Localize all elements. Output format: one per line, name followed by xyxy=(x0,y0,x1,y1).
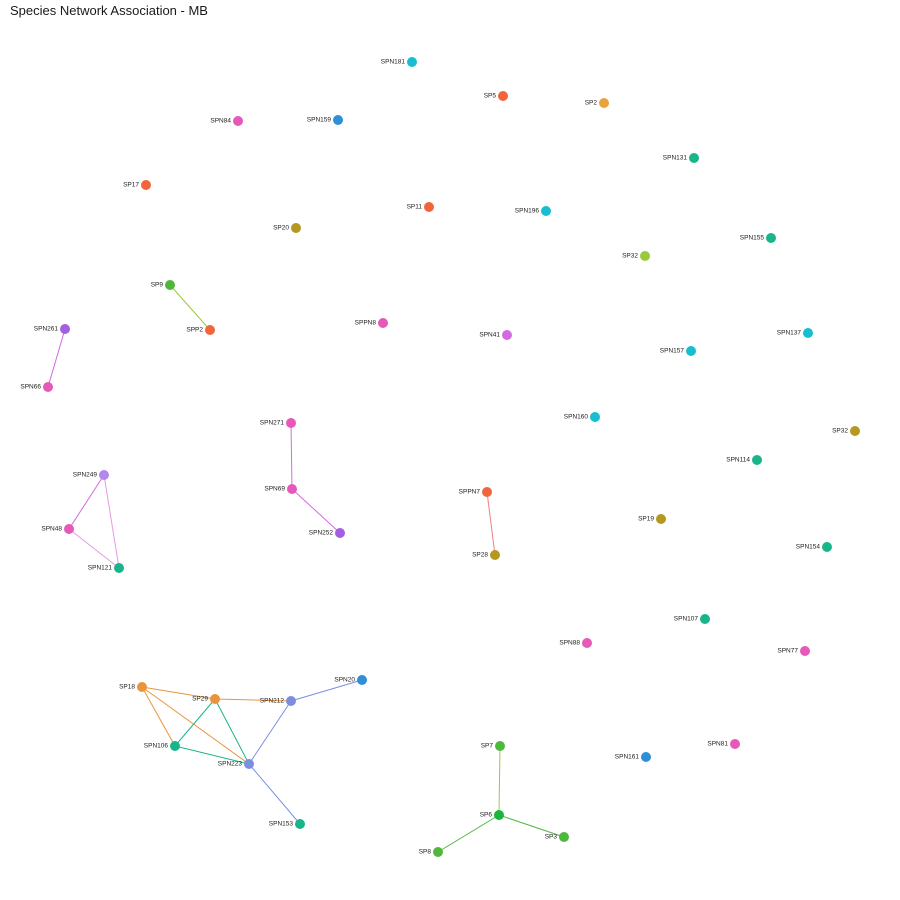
node-label: SPN131 xyxy=(662,154,687,162)
graph-node[interactable] xyxy=(151,280,175,290)
node-label: SPN159 xyxy=(306,116,331,124)
node-label: SP20 xyxy=(273,224,289,232)
node-marker[interactable] xyxy=(730,739,740,749)
graph-node[interactable] xyxy=(20,382,53,392)
node-label: SP7 xyxy=(480,742,493,750)
graph-node[interactable] xyxy=(309,528,345,538)
node-label: SP11 xyxy=(406,203,422,211)
node-marker[interactable] xyxy=(482,487,492,497)
graph-edge xyxy=(249,764,300,824)
graph-edge xyxy=(499,746,500,815)
graph-node[interactable] xyxy=(663,153,699,163)
graph-node[interactable] xyxy=(480,810,504,820)
node-label: SPN106 xyxy=(143,742,168,750)
graph-node[interactable] xyxy=(34,324,70,334)
graph-node[interactable] xyxy=(832,426,860,436)
node-marker[interactable] xyxy=(378,318,388,328)
node-marker[interactable] xyxy=(559,832,569,842)
node-marker[interactable] xyxy=(287,484,297,494)
graph-node[interactable] xyxy=(479,330,512,340)
node-marker[interactable] xyxy=(640,251,650,261)
node-label: SP17 xyxy=(123,181,139,189)
graph-node[interactable] xyxy=(545,832,569,842)
node-label: SPN223 xyxy=(217,760,242,768)
node-label: SPN212 xyxy=(259,697,284,705)
node-marker[interactable] xyxy=(141,180,151,190)
node-label: SPN249 xyxy=(72,471,97,479)
graph-node[interactable] xyxy=(264,484,297,494)
node-label: SPN107 xyxy=(673,615,698,623)
graph-edge xyxy=(48,329,65,387)
graph-node[interactable] xyxy=(796,542,832,552)
graph-node[interactable] xyxy=(73,470,109,480)
node-marker[interactable] xyxy=(205,325,215,335)
node-marker[interactable] xyxy=(210,694,220,704)
graph-edge xyxy=(487,492,495,555)
node-label: SPN48 xyxy=(41,525,62,533)
node-label: SP29 xyxy=(192,695,208,703)
node-label: SPN81 xyxy=(707,740,728,748)
node-marker[interactable] xyxy=(407,57,417,67)
graph-node[interactable] xyxy=(484,91,508,101)
graph-node[interactable] xyxy=(638,514,666,524)
node-label: SP6 xyxy=(479,811,492,819)
node-label: SPN41 xyxy=(479,331,500,339)
node-marker[interactable] xyxy=(335,528,345,538)
node-marker[interactable] xyxy=(333,115,343,125)
node-marker[interactable] xyxy=(295,819,305,829)
graph-node[interactable] xyxy=(260,696,296,706)
node-marker[interactable] xyxy=(64,524,74,534)
graph-edge xyxy=(142,687,175,746)
graph-node[interactable] xyxy=(559,638,592,648)
graph-node[interactable] xyxy=(515,206,551,216)
graph-node[interactable] xyxy=(777,646,810,656)
node-marker[interactable] xyxy=(114,563,124,573)
node-label: SPN84 xyxy=(210,117,231,125)
node-marker[interactable] xyxy=(800,646,810,656)
graph-node[interactable] xyxy=(585,98,609,108)
node-marker[interactable] xyxy=(137,682,147,692)
node-label: SPN155 xyxy=(739,234,764,242)
node-label: SPN20 xyxy=(334,676,355,684)
graph-node[interactable] xyxy=(210,116,243,126)
node-marker[interactable] xyxy=(424,202,434,212)
graph-edge xyxy=(215,699,249,764)
node-marker[interactable] xyxy=(590,412,600,422)
node-label: SPN196 xyxy=(514,207,539,215)
node-marker[interactable] xyxy=(502,330,512,340)
node-marker[interactable] xyxy=(700,614,710,624)
node-marker[interactable] xyxy=(850,426,860,436)
graph-edge xyxy=(249,701,291,764)
graph-node[interactable] xyxy=(381,57,417,67)
node-label: SP2 xyxy=(584,99,597,107)
node-marker[interactable] xyxy=(291,223,301,233)
node-marker[interactable] xyxy=(498,91,508,101)
node-label: SPN181 xyxy=(380,58,405,66)
node-marker[interactable] xyxy=(495,741,505,751)
node-label: SPN252 xyxy=(308,529,333,537)
graph-node[interactable] xyxy=(88,563,124,573)
graph-node[interactable] xyxy=(407,202,434,212)
node-marker[interactable] xyxy=(541,206,551,216)
node-label: SPP2 xyxy=(186,326,203,334)
edges-layer xyxy=(48,285,564,852)
graph-node[interactable] xyxy=(419,847,443,857)
graph-node[interactable] xyxy=(144,741,180,751)
node-label: SPN88 xyxy=(559,639,580,647)
nodes-layer xyxy=(20,57,860,857)
node-marker[interactable] xyxy=(766,233,776,243)
graph-node[interactable] xyxy=(726,455,762,465)
node-marker[interactable] xyxy=(686,346,696,356)
node-label: SP32 xyxy=(832,427,848,435)
graph-node[interactable] xyxy=(622,251,650,261)
node-marker[interactable] xyxy=(244,759,254,769)
node-marker[interactable] xyxy=(656,514,666,524)
graph-edge xyxy=(291,423,292,489)
graph-edge xyxy=(438,815,499,852)
graph-node[interactable] xyxy=(41,524,74,534)
node-marker[interactable] xyxy=(494,810,504,820)
graph-node[interactable] xyxy=(307,115,343,125)
graph-node[interactable] xyxy=(186,325,215,335)
node-marker[interactable] xyxy=(357,675,367,685)
page-title: Species Network Association - MB xyxy=(10,3,208,18)
node-marker[interactable] xyxy=(433,847,443,857)
node-label: SPN114 xyxy=(726,456,750,464)
graph-node[interactable] xyxy=(660,346,696,356)
node-label: SP18 xyxy=(119,683,135,691)
graph-edge xyxy=(104,475,119,568)
node-marker[interactable] xyxy=(689,153,699,163)
node-label: SPN77 xyxy=(777,647,798,655)
graph-node[interactable] xyxy=(707,739,740,749)
node-marker[interactable] xyxy=(99,470,109,480)
node-label: SPN66 xyxy=(20,383,41,391)
node-marker[interactable] xyxy=(490,550,500,560)
graph-node[interactable] xyxy=(119,682,147,692)
node-label: SPN69 xyxy=(264,485,285,493)
graph-node[interactable] xyxy=(260,418,296,428)
graph-node[interactable] xyxy=(218,759,254,769)
node-label: SPPN7 xyxy=(458,488,480,496)
node-label: SP32 xyxy=(622,252,638,260)
node-label: SPN271 xyxy=(259,419,284,427)
graph-node[interactable] xyxy=(472,550,500,560)
graph-node[interactable] xyxy=(740,233,776,243)
node-marker[interactable] xyxy=(582,638,592,648)
graph-edge xyxy=(175,699,215,746)
node-label: SPN157 xyxy=(659,347,684,355)
graph-node[interactable] xyxy=(269,819,305,829)
node-label: SPN121 xyxy=(87,564,112,572)
node-label: SPN154 xyxy=(795,543,820,551)
node-marker[interactable] xyxy=(43,382,53,392)
graph-edge xyxy=(170,285,210,330)
node-label: SP5 xyxy=(483,92,496,100)
graph-edge xyxy=(69,529,119,568)
node-marker[interactable] xyxy=(822,542,832,552)
graph-edge xyxy=(69,475,104,529)
node-marker[interactable] xyxy=(803,328,813,338)
node-label: SPN161 xyxy=(614,753,639,761)
node-label: SP8 xyxy=(418,848,431,856)
node-marker[interactable] xyxy=(165,280,175,290)
node-marker[interactable] xyxy=(599,98,609,108)
node-label: SPN153 xyxy=(268,820,293,828)
graph-node[interactable] xyxy=(334,675,367,685)
node-label: SPN137 xyxy=(776,329,801,337)
graph-node[interactable] xyxy=(777,328,813,338)
node-label: SP9 xyxy=(150,281,163,289)
node-marker[interactable] xyxy=(641,752,651,762)
graph-node[interactable] xyxy=(273,223,301,233)
graph-node[interactable] xyxy=(459,487,492,497)
graph-node[interactable] xyxy=(674,614,710,624)
node-label: SP19 xyxy=(638,515,654,523)
graph-edge xyxy=(292,489,340,533)
graph-node[interactable] xyxy=(481,741,505,751)
node-label: SP3 xyxy=(544,833,557,841)
graph-node[interactable] xyxy=(192,694,220,704)
node-marker[interactable] xyxy=(170,741,180,751)
node-label: SPN160 xyxy=(563,413,588,421)
node-label: SP28 xyxy=(472,551,488,559)
node-marker[interactable] xyxy=(286,696,296,706)
graph-node[interactable] xyxy=(355,318,388,328)
node-marker[interactable] xyxy=(752,455,762,465)
node-label: SPPN8 xyxy=(354,319,376,327)
node-label: SPN261 xyxy=(33,325,58,333)
graph-node[interactable] xyxy=(123,180,151,190)
graph-node[interactable] xyxy=(615,752,651,762)
node-marker[interactable] xyxy=(60,324,70,334)
node-marker[interactable] xyxy=(233,116,243,126)
node-marker[interactable] xyxy=(286,418,296,428)
graph-node[interactable] xyxy=(564,412,600,422)
